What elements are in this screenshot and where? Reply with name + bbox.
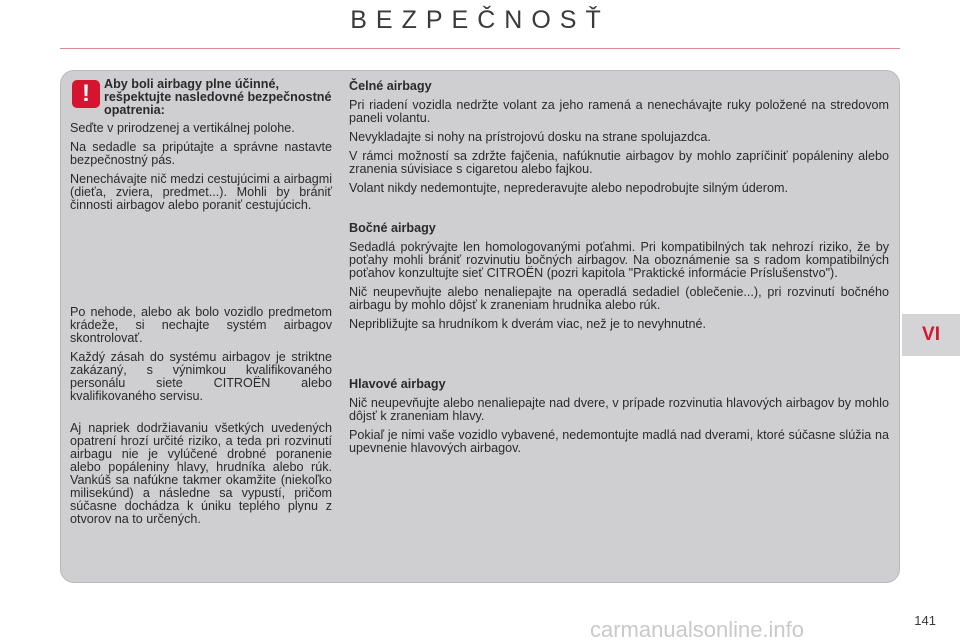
left-top-text <box>70 122 332 218</box>
section-paragraph: Sedadlá pokrývajte len homologovanými poťahmi. Pri kompatibilných tak nehrozí riziko, že by poťahy mohli brániť rozvinutiu bočných airbagov. Na oboznámenie sa s radom kompatibilných poťahov konzultujte sieť CITROËN (pozri kapitola "Praktické informácie Príslušenstvo"). <box>349 240 889 280</box>
left-middle-paragraph: Po nehode, alebo ak bolo vozidlo predmetom krádeže, si nechajte systém airbagov skontrolovať. <box>70 305 332 345</box>
left-middle-paragraph: Každý zásah do systému airbagov je striktne zakázaný, s výnimkou kvalifikovaného personálu siete CITROËN alebo kvalifikovaného servisu. <box>70 350 332 403</box>
section-paragraph: Volant nikdy nedemontujte, neprederavujte alebo nepodrobujte silným úderom. <box>349 181 788 195</box>
page-title: BEZPEČNOSŤ <box>350 6 610 34</box>
section-paragraph: Nič neupevňujte alebo nenaliepajte nad dvere, v prípade rozvinutia hlavových airbagov by mohlo dôjsť k zraneniam hlavy. <box>349 396 889 423</box>
section-heading: Hlavové airbagy <box>349 377 446 391</box>
left-bottom-text <box>70 422 332 532</box>
section-paragraph: Pri riadení vozidla nedržte volant za jeho ramená a nenechávajte ruky položené na stredovom paneli volantu. <box>349 98 889 125</box>
left-bottom-paragraph: Aj napriek dodržiavaniu všetkých uvedených opatrení hrozí určité riziko, a teda pri rozvinutí airbagu nie je vylúčené drobné poranenie alebo popáleniny hlavy, hrudníka alebo rúk. Vankúš sa nafúkne takmer okamžite (niekoľko milisekúnd) a následne sa vypustí, pričom súčasne dochádza k úniku teplého plynu z otvorov na to určených. <box>70 421 332 526</box>
section-paragraph: Nepribližujte sa hrudníkom k dverám viac, než je to nevyhnutné. <box>349 317 707 331</box>
section-heading: Bočné airbagy <box>349 221 436 235</box>
watermark: carmanualsonline.info <box>590 617 805 642</box>
left-top-paragraph: Seďte v prirodzenej a vertikálnej polohe. <box>70 121 295 135</box>
section-paragraph: Pokiaľ je nimi vaše vozidlo vybavené, nedemontujte madlá nad dverami, ktoré súčasne slúžia na upevnenie hlavových airbagov. <box>349 428 889 455</box>
section-heading: Čelné airbagy <box>349 79 432 93</box>
chapter-tab-label: VI <box>922 324 940 345</box>
front-airbags-section <box>349 80 889 201</box>
section-paragraph: Nevykladajte si nohy na prístrojovú dosku na strane spolujazdca. <box>349 130 711 144</box>
left-top-paragraph: Na sedadle sa pripútajte a správne nastavte bezpečnostný pás. <box>70 140 332 167</box>
section-paragraph: V rámci možností sa zdržte fajčenia, nafúknutie airbagov by mohlo zapríčiniť popáleniny alebo zranenia súvisiace s cigaretou alebo fajkou. <box>349 149 889 176</box>
head-airbags-section <box>349 378 889 461</box>
left-top-paragraph: Nenechávajte nič medzi cestujúcimi a airbagmi (dieťa, zviera, predmet...). Mohli by brániť činnosti airbagov alebo poraniť cestujúcich. <box>70 172 332 212</box>
chapter-tab <box>902 314 960 356</box>
section-paragraph: Nič neupevňujte alebo nenaliepajte na operadlá sedadiel (oblečenie...), pri rozvinutí bočného airbagu by mohlo dôjsť k zraneniam hrudníka alebo rúk. <box>349 285 889 312</box>
warning-heading: Aby boli airbagy plne účinné, rešpektujte nasledovné bezpečnostné opatrenia: <box>104 77 332 117</box>
exclamation-warning-icon: ! <box>72 80 100 108</box>
side-airbags-section <box>349 222 889 337</box>
left-middle-text <box>70 306 332 409</box>
page-number: 141 <box>914 613 936 628</box>
title-divider <box>60 48 900 49</box>
